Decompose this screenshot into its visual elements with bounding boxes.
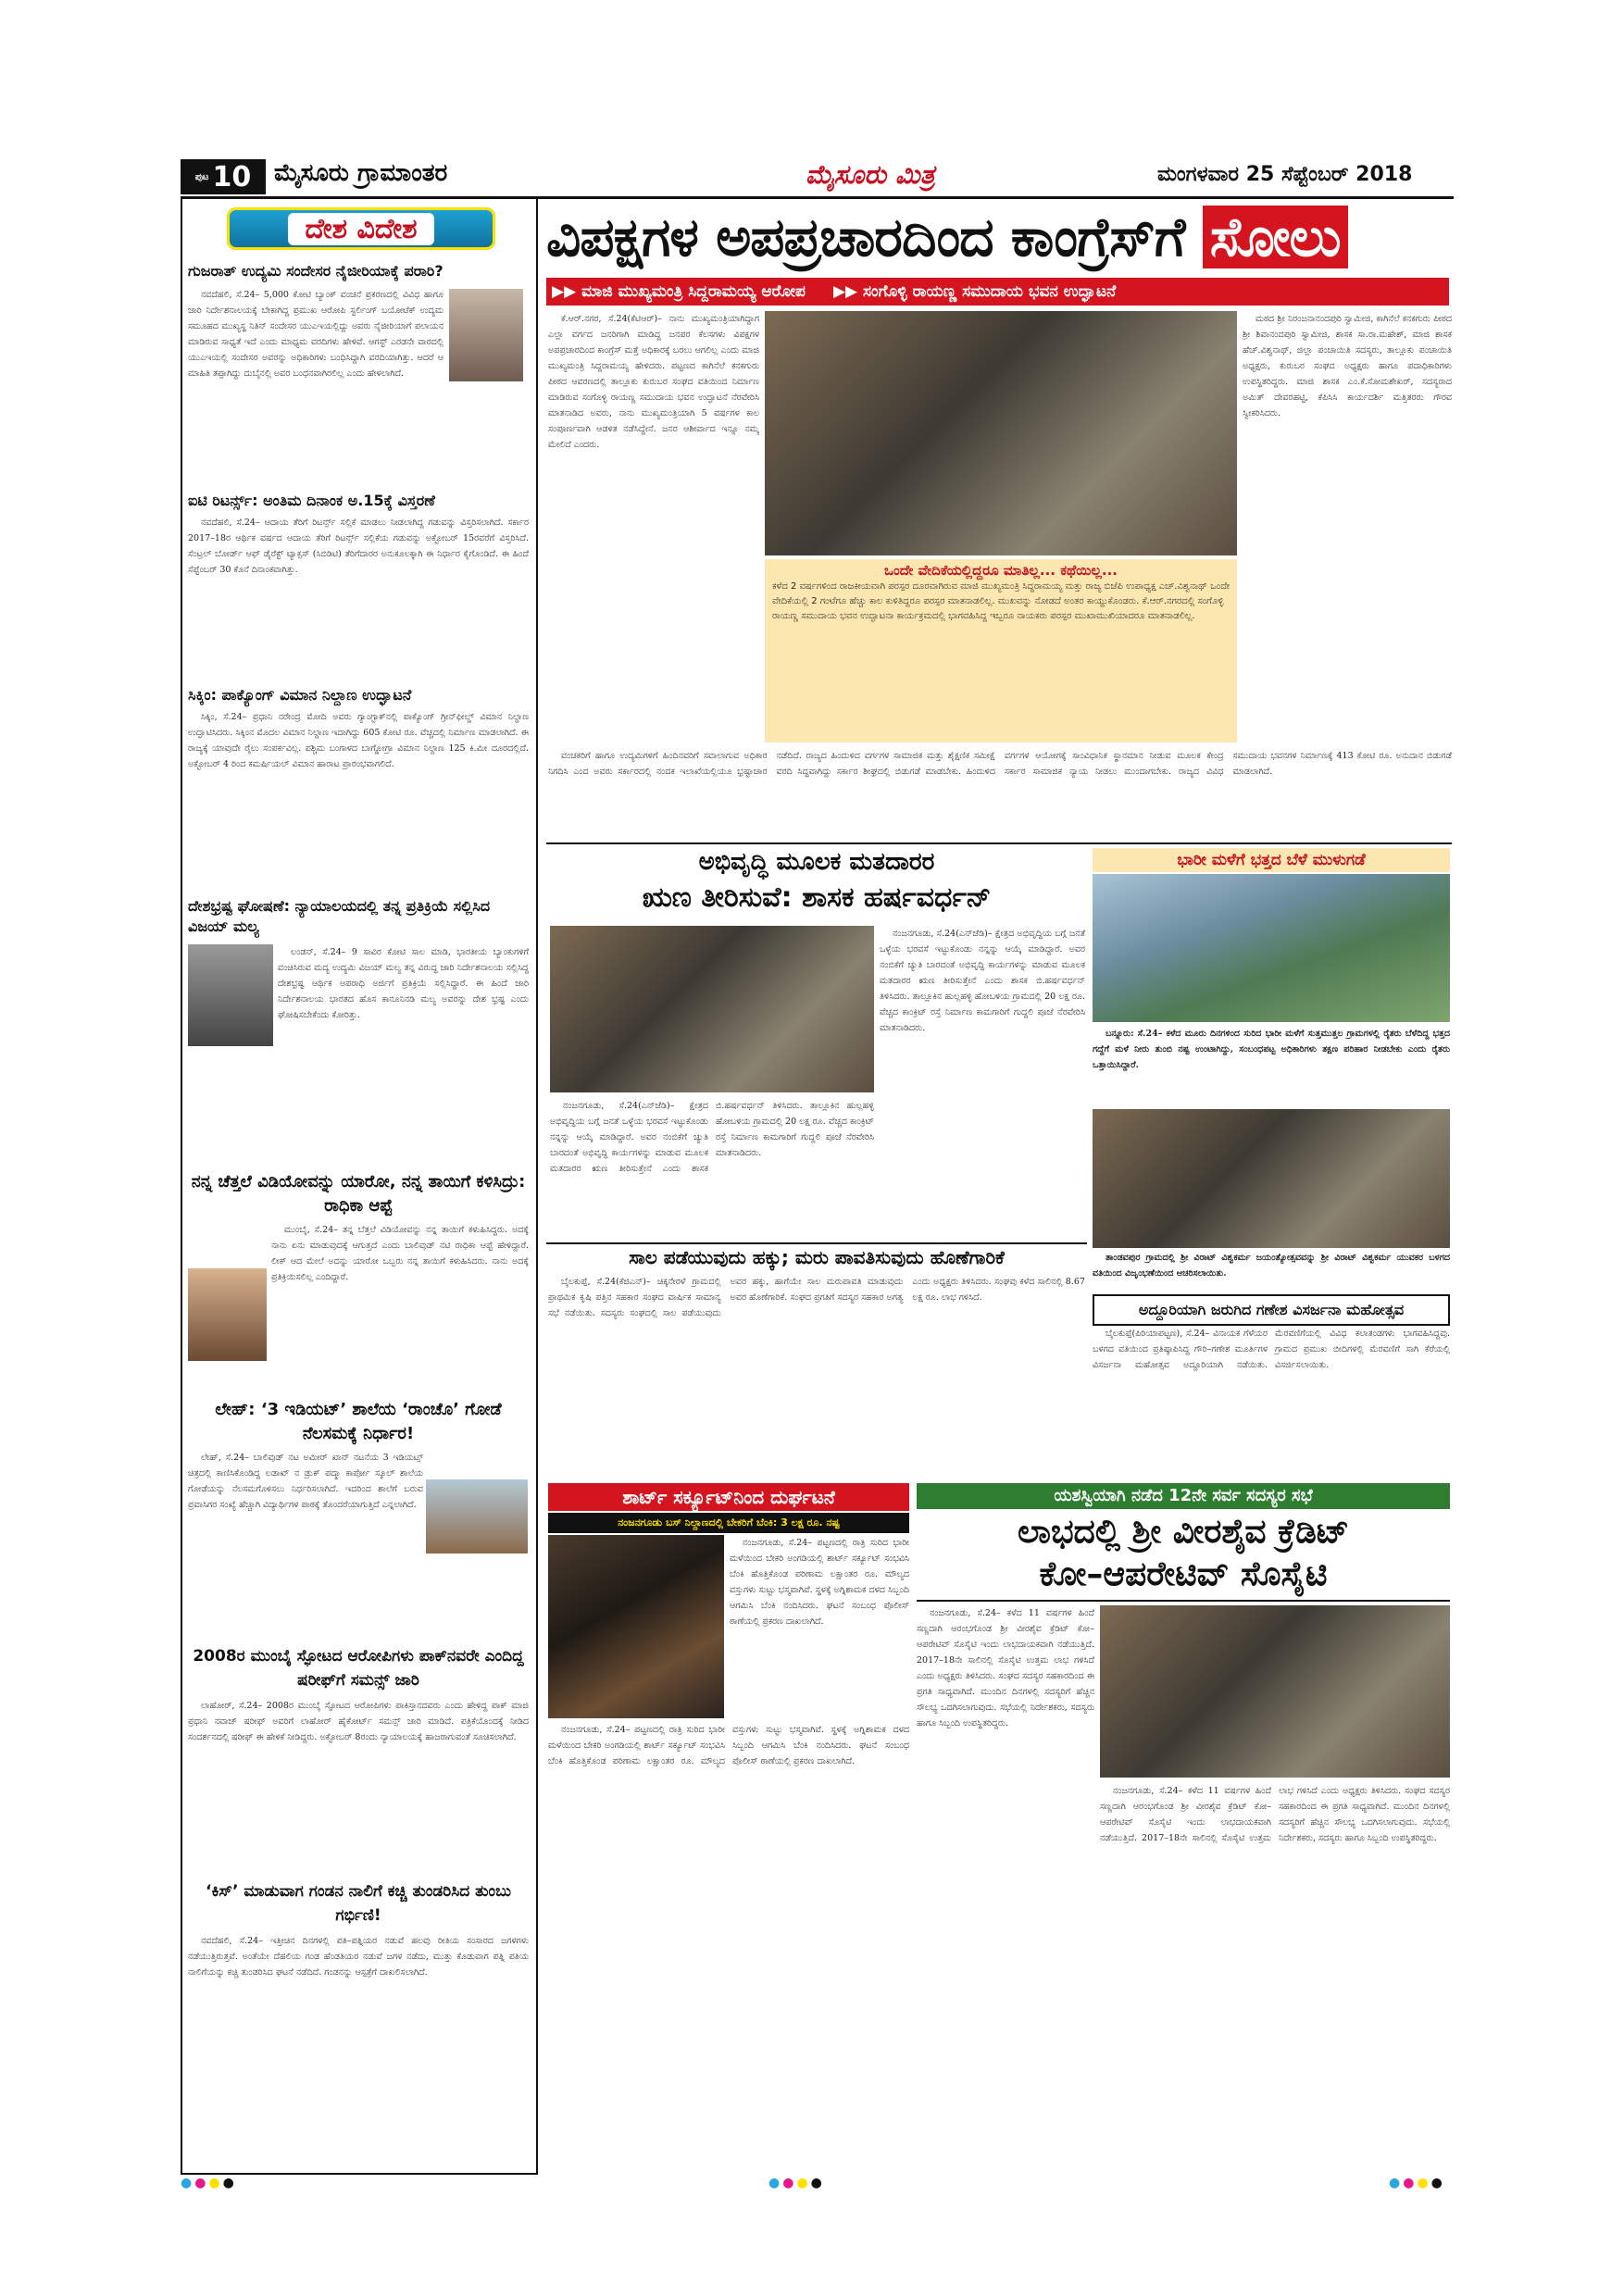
- page-number: [181, 159, 266, 194]
- registration-marks: ●●●●: [1389, 2176, 1445, 2190]
- article-text: ಲಂಡನ್, ಸೆ.24– 9 ಸಾವಿರ ಕೋಟಿ ಸಾಲ ಮಾಡಿ, ಭಾರತೀಯ ಬ್ಯಾಂಕುಗಳಿಗೆ ವಂಚಿಸಿರುವ ಮದ್ಯ ಉದ್ಯಮಿ ವಿಜಯ್ ಮಲ್ಯ ತನ್ನ ವಿರುದ್ಧ ಜಾರಿ ನಿರ್ದೇಶನಾಲಯ ಸಲ್ಲಿಸಿದ್ದ ದೇಶಭ್ರಷ್ಟ ಆರ್ಥಿಕ ಅಪರಾಧಿ ಅರ್ಜಿಗೆ ಪ್ರತಿಕ್ರಿಯೆ ಸಲ್ಲಿಸಿದ್ದಾರೆ. ಈ ಹಿಂದೆ ಜಾರಿ ನಿರ್ದೇಶನಾಲಯ ಭಾರತದ ಹೊಸ ಕಾನೂನಿನಡಿ ಮಲ್ಯ ಅವರನ್ನು ದೇಶ ಭ್ರಷ್ಟ ಎಂದು ಘೋಷಿಸಬೇಕೆಂದು ಕೋರಿತ್ತು.: [278, 947, 529, 1020]
- article-text: ಬೈಲಕುಪ್ಪೆ, ಸೆ.24(ಕೆಜಿಎನ್)– ಚಿಕ್ಕನೇರಳೆ ಗ್ರಾಮದಲ್ಲಿ ಪ್ರಾಥಮಿಕ ಕೃಷಿ ಪತ್ತಿನ ಸಹಕಾರ ಸಂಘದ ವಾರ್ಷಿಕ ಸಾಮಾನ್ಯ ಸಭೆ ನಡೆಯಿತು. ಸದಸ್ಯರು ಸಂಘದಲ್ಲಿ ಸಾಲ ಪಡೆಯುವುದು ಅವರ ಹಕ್ಕು, ಹಾಗೆಯೇ ಸಾಲ ಮರುಪಾವತಿ ಮಾಡುವುದು ಅವರ ಹೊಣೆಗಾರಿಕೆ. ಸಂಘದ ಪ್ರಗತಿಗೆ ಸದಸ್ಯರ ಸಹಕಾರ ಅಗತ್ಯ ಎಂದು ಅಧ್ಯಕ್ಷರು ತಿಳಿಸಿದರು. ಸಂಘವು ಕಳೆದ ಸಾಲಿನಲ್ಲಿ 8.67 ಲಕ್ಷ ರೂ. ಲಾಭ ಗಳಿಸಿದೆ.: [548, 1277, 1085, 1318]
- article-body: [188, 1698, 529, 1874]
- article-headline: ‘ಕಿಸ್’ ಮಾಡುವಾಗ ಗಂಡನ ನಾಲಿಗೆ ಕಚ್ಚಿ ತುಂಡರಿಸಿದ ತುಂಬು ಗರ್ಭಿಣಿ!: [206, 1882, 511, 1925]
- photo-caption-box: [765, 559, 1237, 742]
- article-headline: ಸಿಕ್ಕಿಂ: ಪಾಕ್ಯೊಂಗ್ ವಿಮಾನ ನಿಲ್ದಾಣ ಉದ್ಘಾಟನೆ: [188, 686, 412, 704]
- caption-text: ಬನ್ನೂರು: ಸೆ.24– ಕಳೆದ ಮೂರು ದಿನಗಳಿಂದ ಸುರಿದ ಭಾರೀ ಮಳೆಗೆ ಸುತ್ತಮುತ್ತಲ ಗ್ರಾಮಗಳಲ್ಲಿ ರೈತರು ಬೆಳೆದಿದ್ದ ಭತ್ತದ ಗದ್ದೆಗೆ ಮಳೆ ನೀರು ತುಂಬಿ ನಷ್ಟ ಉಂಟಾಗಿದ್ದು, ಸಂಬಂಧಪಟ್ಟ ಅಧಿಕಾರಿಗಳು ತಕ್ಷಣ ಪರಿಹಾರ ನೀಡಬೇಕು ಎಂದು ರೈತರು ಒತ್ತಾಯಿಸಿದ್ದಾರೆ.: [1093, 1029, 1450, 1070]
- article-body: [188, 515, 529, 678]
- article-text: ನವದೆಹಲಿ, ಸೆ.24– ಆದಾಯ ತೆರಿಗೆ ರಿಟರ್ನ್ಸ್ ಸಲ್ಲಿಕೆ ಮಾಡಲು ನೀಡಲಾಗಿದ್ದ ಗಡುವನ್ನು ವಿಸ್ತರಿಸಲಾಗಿದೆ. ಸರ್ಕಾರ 2017–18ರ ಆರ್ಥಿಕ ವರ್ಷದ ಆದಾಯ ತೆರಿಗೆ ರಿಟರ್ನ್ಸ್ ಸಲ್ಲಿಕೆಯ ಗಡುವನ್ನು ಅಕ್ಟೋಬರ್ 15ರವರೆಗೆ ವಿಸ್ತರಿಸಿದೆ. ಸೆಂಟ್ರಲ್ ಬೋರ್ಡ್ ಆಫ್ ಡೈರೆಕ್ಟ್ ಟ್ಯಾಕ್ಸಸ್ (ಸಿಬಿಡಿಟಿ) ತೆರಿಗೆದಾರರ ಅನುಕೂಲಕ್ಕಾಗಿ ಈ ನಿರ್ಧಾರ ಕೈಗೊಂಡಿದೆ. ಈ ಹಿಂದೆ ಸೆಪ್ಟೆಂಬರ್ 30 ಕೊನೆ ದಿನಾಂಕವಾಗಿತ್ತು.: [188, 518, 529, 575]
- page-label: ಪುಟ: [194, 171, 209, 182]
- news-photo: [188, 944, 273, 1046]
- article-text: ಕೆ.ಆರ್.ನಗರ, ಸೆ.24(ಕೆಟಿಆರ್)– ನಾನು ಮುಖ್ಯಮಂತ್ರಿಯಾಗಿದ್ದಾಗ ಎಲ್ಲಾ ವರ್ಗದ ಜನರಿಗಾಗಿ ಮಾಡಿದ್ದ ಜನಪರ ಕೆಲಸಗಳು ವಿಪಕ್ಷಗಳ ಅಪಪ್ರಚಾರದಿಂದ ಕಾಂಗ್ರೆಸ್ ಮತ್ತೆ ಅಧಿಕಾರಕ್ಕೆ ಬರಲು ಆಗಲಿಲ್ಲ ಎಂದು ಮಾಜಿ ಮುಖ್ಯಮಂತ್ರಿ ಸಿದ್ದರಾಮಯ್ಯ ಹೇಳಿದರು. ಪಟ್ಟಣದ ಕಾಗಿನೆಲೆ ಕನಕಗುರು ಪೀಠದ ಆವರಣದಲ್ಲಿ ತಾಲ್ಲೂಕು ಕುರುಬರ ಸಂಘದ ವತಿಯಿಂದ ನಿರ್ಮಾಣ ಮಾಡಿರುವ ಸಂಗೊಳ್ಳಿ ರಾಯಣ್ಣ ಸಮುದಾಯ ಭವನ ಉದ್ಘಾಟನೆ ನೆರವೇರಿಸಿ ಮಾತನಾಡಿದ ಅವರು, ನಾನು ಮುಖ್ಯಮಂತ್ರಿಯಾಗಿ 5 ವರ್ಷಗಳ ಕಾಲ ಸಂಪೂರ್ಣವಾಗಿ ಆಡಳಿತ ನಡೆಸಿದ್ದೇನೆ. ಜನರ ಆಶೀರ್ವಾದ ಇನ್ನೂ ನಮ್ಮ ಮೇಲಿದೆ ಎಂದರು.: [548, 314, 759, 450]
- article-headline: ಐಟಿ ರಿಟರ್ನ್ಸ್: ಅಂತಿಮ ದಿನಾಂಕ ಅ.15ಕ್ಕೆ ವಿಸ್ತರಣೆ: [188, 492, 435, 509]
- news-photo: [188, 1268, 267, 1361]
- article-body: [548, 1274, 1085, 1478]
- article-body: [188, 1933, 529, 2165]
- article-text: ವಂಚಕರಿಗೆ ಹಾಗೂ ಉದ್ಯಮಿಗಳಿಗೆ ಹಿಂದಿನವರಿಗೆ ಸವಾಲಾಗುವ ಅಧಿಕಾರ ನಿಗದಿಸಿ ಎಂದ ಅವರು ಸರ್ಕಾರದಲ್ಲಿ ನಂದಕ ಇಲಾಖೆಯಲ್ಲಿಯೂ ಭ್ರಷ್ಟಾಚಾರ ನಡೆದಿದೆ. ರಾಜ್ಯದ ಹಿಂದುಳಿದ ವರ್ಗಗಳ ಸಾಮಾಜಿಕ ಮತ್ತು ಶೈಕ್ಷಣಿಕ ಸಮೀಕ್ಷೆ ವರದಿ ಸಿದ್ಧವಾಗಿದ್ದು ಸರ್ಕಾರ ಶೀಘ್ರದಲ್ಲಿ ಬಿಡುಗಡೆ ಮಾಡಬೇಕು. ಹಿಂದುಳಿದ ವರ್ಗಗಳ ಆಯೋಗಕ್ಕೆ ಸಾಂವಿಧಾನಿಕ ಸ್ಥಾನಮಾನ ನೀಡುವ ಮೂಲಕ ಕೇಂದ್ರ ಸರ್ಕಾರ ಸಾಮಾಜಿಕ ನ್ಯಾಯ ನೀಡಲು ಮುಂದಾಗಬೇಕು. ರಾಜ್ಯದ ವಿವಿಧ ಸಮುದಾಯ ಭವನಗಳ ನಿರ್ಮಾಣಕ್ಕೆ 413 ಕೋಟಿ ರೂ. ಅನುದಾನ ಬಿಡುಗಡೆ ಮಾಡಲಾಗಿದೆ.: [548, 751, 1452, 777]
- section-title: ಮೈಸೂರು ಗ್ರಾಮಾಂತರ: [274, 159, 448, 187]
- event-photo: [550, 926, 874, 1092]
- coop-photo: [1100, 1605, 1450, 1778]
- article-headline: ಲೇಹ್: ‘3 ಇಡಿಯಟ್’ ಶಾಲೆಯ ‘ರಾಂಚೊ’ ಗೋಡೆ ನೆಲಸಮಕ್ಕೆ ನಿರ್ಧಾರ!: [215, 1400, 502, 1443]
- article-body: [880, 926, 1085, 1241]
- page-number-value: 10: [212, 160, 252, 193]
- story-headline: ಋಣ ತೀರಿಸುವೆ: ಶಾಸಕ ಹರ್ಷವರ್ಧನ್: [642, 881, 992, 914]
- article-text: ನಂಜನಗೂಡು, ಸೆ.24– ಕಳೆದ 11 ವರ್ಷಗಳ ಹಿಂದೆ ಸಣ್ಣದಾಗಿ ಆರಂಭಗೊಂಡ ಶ್ರೀ ವೀರಶೈವ ಕ್ರೆಡಿಟ್ ಕೋ–ಆಪರೇಟಿವ್ ಸೊಸೈಟಿ ಇಂದು ಲಾಭದಾಯಕವಾಗಿ ನಡೆಯುತ್ತಿದೆ. 2017–18ನೇ ಸಾಲಿನಲ್ಲಿ ಸೊಸೈಟಿ ಉತ್ತಮ ಲಾಭ ಗಳಿಸಿದೆ ಎಂದು ಅಧ್ಯಕ್ಷರು ತಿಳಿಸಿದರು. ಸಂಘದ ಸದಸ್ಯರ ಸಹಕಾರದಿಂದ ಈ ಪ್ರಗತಿ ಸಾಧ್ಯವಾಗಿದೆ. ಮುಂದಿನ ದಿನಗಳಲ್ಲಿ ಸದಸ್ಯರಿಗೆ ಹೆಚ್ಚಿನ ಸೌಲಭ್ಯ ಒದಗಿಸಲಾಗುವುದು. ಸಭೆಯಲ್ಲಿ ನಿರ್ದೇಶಕರು, ಸದಸ್ಯರು ಹಾಗೂ ಸಿಬ್ಬಂದಿ ಉಪಸ್ಥಿತರಿದ್ದರು.: [1100, 1786, 1450, 1843]
- section-banner-text: ದೇಶ ವಿದೇಶ: [288, 213, 433, 245]
- photo-caption: [1093, 1250, 1450, 1287]
- article-text: ಮಠದ ಶ್ರೀ ನಿರಂಜನಾನಂದಪುರಿ ಸ್ವಾಮೀಜಿ, ಕಾಗಿನೆಲೆ ಕನಕಗುರು ಪೀಠದ ಶ್ರೀ ಶಿವಾನಂದಪುರಿ ಸ್ವಾಮೀಜಿ, ಶಾಸಕ ಸಾ.ರಾ.ಮಹೇಶ್, ಮಾಜಿ ಶಾಸಕ ಹೆಚ್.ವಿಶ್ವನಾಥ್, ಜಿಲ್ಲಾ ಪಂಚಾಯಿತಿ ಸದಸ್ಯರು, ತಾಲ್ಲೂಕು ಪಂಚಾಯಿತಿ ಅಧ್ಯಕ್ಷರು, ಕುರುಬರ ಸಂಘದ ಅಧ್ಯಕ್ಷರು ಹಾಗೂ ಪದಾಧಿಕಾರಿಗಳು ಉಪಸ್ಥಿತರಿದ್ದರು. ಮಾಜಿ ಶಾಸಕ ಎಂ.ಕೆ.ಸೋಮಶೇಖರ್, ಸದಸ್ಯರಾದ ಅಮಿತ್ ದೇವರಹಟ್ಟಿ, ಕೆಪಿಸಿಸಿ ಕಾರ್ಯದರ್ಶಿ ಮತ್ತಿತರರು ಗೌರವ ಸ್ವೀಕರಿಸಿದರು.: [1243, 314, 1452, 418]
- article-body: [278, 944, 529, 1161]
- divider: [917, 1600, 1450, 1602]
- article-body: [550, 1098, 874, 1241]
- event-photo: [765, 311, 1237, 555]
- fire-headline: ಶಾರ್ಟ್ ಸರ್ಕ್ಯೂಟ್‌ನಿಂದ ದುರ್ಘಟನೆ: [548, 1483, 909, 1511]
- rain-headline: ಭಾರೀ ಮಳೆಗೆ ಭತ್ತದ ಬೆಳೆ ಮುಳುಗಡೆ: [1093, 848, 1450, 872]
- issue-date: ಮಂಗಳವಾರ 25 ಸೆಪ್ಟೆಂಬರ್ 2018: [1157, 163, 1413, 186]
- kicker-text: ಮಾಜಿ ಮುಖ್ಯಮಂತ್ರಿ ಸಿದ್ದರಾಮಯ್ಯ ಆರೋಪ: [581, 282, 806, 301]
- article-text: ನಂಜನಗೂಡು, ಸೆ.24– ಕಳೆದ 11 ವರ್ಷಗಳ ಹಿಂದೆ ಸಣ್ಣದಾಗಿ ಆರಂಭಗೊಂಡ ಶ್ರೀ ವೀರಶೈವ ಕ್ರೆಡಿಟ್ ಕೋ–ಆಪರೇಟಿವ್ ಸೊಸೈಟಿ ಇಂದು ಲಾಭದಾಯಕವಾಗಿ ನಡೆಯುತ್ತಿದೆ. 2017–18ನೇ ಸಾಲಿನಲ್ಲಿ ಸೊಸೈಟಿ ಉತ್ತಮ ಲಾಭ ಗಳಿಸಿದೆ ಎಂದು ಅಧ್ಯಕ್ಷರು ತಿಳಿಸಿದರು. ಸಂಘದ ಸದಸ್ಯರ ಸಹಕಾರದಿಂದ ಈ ಪ್ರಗತಿ ಸಾಧ್ಯವಾಗಿದೆ. ಮುಂದಿನ ದಿನಗಳಲ್ಲಿ ಸದಸ್ಯರಿಗೆ ಹೆಚ್ಚಿನ ಸೌಲಭ್ಯ ಒದಗಿಸಲಾಗುವುದು. ಸಭೆಯಲ್ಲಿ ನಿರ್ದೇಶಕರು, ಸದಸ್ಯರು ಹಾಗೂ ಸಿಬ್ಬಂದಿ ಉಪಸ್ಥಿತರಿದ್ದರು.: [917, 1608, 1094, 1728]
- caption-text: ತಾಂಡವಪುರ ಗ್ರಾಮದಲ್ಲಿ ಶ್ರೀ ವಿರಾಟ್ ವಿಶ್ವಕರ್ಮ ಜಯಂತ್ಯೋತ್ಸವವನ್ನು ಶ್ರೀ ವಿರಾಟ್ ವಿಶ್ವಕರ್ಮ ಯುವಕರ ಬಳಗದ ವತಿಯಿಂದ ವಿಜೃಂಭಣೆಯಿಂದ ಆಚರಿಸಲಾಯಿತು.: [1093, 1253, 1450, 1279]
- article-text: ಲೇಹ್, ಸೆ.24– ಬಾಲಿವುಡ್ ನಟ ಅಮೀರ್ ಖಾನ್ ನಟನೆಯ 3 ಇಡಿಯಟ್ಸ್ ಚಿತ್ರದಲ್ಲಿ ಕಾಣಿಸಿಕೊಂಡಿದ್ದ ಲಡಾಖ್ ನ ಡ್ರುಕ್ ಪದ್ಮಾ ಕಾರ್ಪೋ ಸ್ಕೂಲ್ ಶಾಲೆಯ ಗೋಡೆಯನ್ನು ನೆಲಸಮಗೊಳಿಸಲು ನಿರ್ಧರಿಸಲಾಗಿದೆ. ಇದರಿಂದ ಶಾಲೆಗೆ ಬರುವ ಪ್ರವಾಸಿಗರ ಸಂಖ್ಯೆ ಹೆಚ್ಚಾಗಿ ವಿದ್ಯಾರ್ಥಿಗಳ ಪಾಠಕ್ಕೆ ತೊಂದರೆಯಾಗುತ್ತಿದೆ ಎನ್ನಲಾಗಿದೆ.: [188, 1453, 423, 1510]
- story-headline: ಅದ್ದೂರಿಯಾಗಿ ಜರುಗಿದ ಗಣೇಶ ವಿಸರ್ಜನಾ ಮಹೋತ್ಸವ: [1093, 1294, 1450, 1326]
- article-text: ನವದೆಹಲಿ, ಸೆ.24– ಇತ್ತೀಚಿನ ದಿನಗಳಲ್ಲಿ ಪತಿ–ಪತ್ನಿಯರ ನಡುವೆ ಹಲವು ರೀತಿಯ ಸಂಸಾರದ ಜಗಳಗಳು ನಡೆಯುತ್ತಿರುತ್ತವೆ. ಅಂತೆಯೇ ದೆಹಲಿಯ ಗಂಡ ಹೆಂಡತಿಯರ ನಡುವೆ ಜಗಳ ನಡೆದು, ಮುತ್ತು ಕೊಡುವಾಗ ಪತ್ನಿ ಪತಿಯ ನಾಲಿಗೆಯನ್ನು ಕಚ್ಚಿ ತುಂಡರಿಸಿದ ಘಟನೆ ನಡೆದಿದೆ. ಗಂಡನನ್ನು ಆಸ್ಪತ್ರೆಗೆ ದಾಖಲಿಸಲಾಗಿದೆ.: [188, 1936, 529, 1978]
- main-headline: [546, 206, 1449, 272]
- divider: [546, 842, 1452, 844]
- fire-subhead: ನಂಜನಗೂಡು ಬಸ್ ನಿಲ್ದಾಣದಲ್ಲಿ ಬೇಕರಿಗೆ ಬೆಂಕಿ: 3 ಲಕ್ಷ ರೂ. ನಷ್ಟ: [548, 1513, 909, 1533]
- caption-title: ಒಂದೇ ವೇದಿಕೆಯಲ್ಲಿದ್ದರೂ ಮಾತಿಲ್ಲ... ಕಥೆಯಿಲ್ಲ...: [884, 562, 1118, 579]
- article-body: [1100, 1783, 1450, 2163]
- article-body: [917, 1605, 1094, 2161]
- article-body: [730, 1535, 909, 1718]
- story-headline: ಸಾಲ ಪಡೆಯುವುದು ಹಕ್ಕು; ಮರು ಪಾವತಿಸುವುದು ಹೊಣೆಗಾರಿಕೆ: [629, 1246, 1005, 1268]
- article-body: [548, 311, 759, 744]
- news-photo: [426, 1479, 528, 1554]
- photo-caption: [1093, 1026, 1450, 1105]
- article-text: ನಂಜನಗೂಡು, ಸೆ.24– ಪಟ್ಟಣದಲ್ಲಿ ರಾತ್ರಿ ಸುರಿದ ಭಾರೀ ಮಳೆಯಿಂದ ಬೇಕರಿ ಅಂಗಡಿಯಲ್ಲಿ ಶಾರ್ಟ್ ಸರ್ಕ್ಯೂಟ್ ಸಂಭವಿಸಿ ಬೆಂಕಿ ಹೊತ್ತಿಕೊಂಡ ಪರಿಣಾಮ ಲಕ್ಷಾಂತರ ರೂ. ಮೌಲ್ಯದ ವಸ್ತುಗಳು ಸುಟ್ಟು ಭಸ್ಮವಾಗಿವೆ. ಸ್ಥಳಕ್ಕೆ ಅಗ್ನಿಶಾಮಕ ದಳದ ಸಿಬ್ಬಂದಿ ಆಗಮಿಸಿ ಬೆಂಕಿ ನಂದಿಸಿದರು. ಘಟನೆ ಸಂಬಂಧ ಪೊಲೀಸ್ ಠಾಣೆಯಲ್ಲಿ ಪ್ರಕರಣ ದಾಖಲಾಗಿದೆ.: [548, 1725, 909, 1766]
- main-headline-highlight: ಸೋಲು: [1203, 206, 1348, 268]
- masthead-brand: ಮೈಸೂರು ಮಿತ್ರ: [806, 159, 935, 190]
- kicker-bar: [546, 278, 1449, 306]
- article-text: ನಂಜನಗೂಡು, ಸೆ.24(ಎನ್‌ಜೆಡಿ)– ಕ್ಷೇತ್ರದ ಅಭಿವೃದ್ಧಿಯ ಬಗ್ಗೆ ಜನತೆ ಒಳ್ಳೆಯ ಭರವಸೆ ಇಟ್ಟುಕೊಂಡು ನನ್ನನ್ನು ಆಯ್ಕೆ ಮಾಡಿದ್ದಾರೆ. ಅವರ ನಂಬಿಕೆಗೆ ಚ್ಯುತಿ ಬಾರದಂತೆ ಅಭಿವೃದ್ಧಿ ಕಾರ್ಯಗಳನ್ನು ಮಾಡುವ ಮೂಲಕ ಮತದಾರರ ಋಣ ತೀರಿಸುತ್ತೇನೆ ಎಂದು ಶಾಸಕ ಬಿ.ಹರ್ಷವರ್ಧನ್ ತಿಳಿಸಿದರು. ತಾಲ್ಲೂಕಿನ ಹುಲ್ಲಹಳ್ಳಿ ಹೋಬಳಿಯ ಗ್ರಾಮದಲ್ಲಿ 20 ಲಕ್ಷ ರೂ. ವೆಚ್ಚದ ಕಾಂಕ್ರಿಟ್ ರಸ್ತೆ ನಿರ್ಮಾಣ ಕಾಮಗಾರಿಗೆ ಗುದ್ದಲಿ ಪೂಜೆ ನೆರವೇರಿಸಿ ಮಾತನಾಡಿದರು.: [880, 929, 1085, 1033]
- article-headline: ದೇಶಭ್ರಷ್ಟ ಘೋಷಣೆ: ನ್ಯಾಯಾಲಯದಲ್ಲಿ ತನ್ನ ಪ್ರತಿಕ್ರಿಯೆ ಸಲ್ಲಿಸಿದ ವಿಜಯ್ ಮಲ್ಯ: [188, 897, 491, 935]
- article-text: ಲಾಹೋರ್, ಸೆ.24– 2008ರ ಮುಂಬೈ ಸ್ಫೋಟದ ಆರೋಪಿಗಳು ಪಾಕಿಸ್ತಾನದವರು ಎಂದು ಹೇಳಿದ್ದ ಪಾಕ್ ಮಾಜಿ ಪ್ರಧಾನಿ ನವಾಜ್ ಷರೀಫ್ ಅವರಿಗೆ ಲಾಹೋರ್ ಹೈಕೋರ್ಟ್ ಸಮನ್ಸ್ ಜಾರಿ ಮಾಡಿದೆ. ಪತ್ರಿಕೆಯೊಂದಕ್ಕೆ ನೀಡಿದ ಸಂದರ್ಶನದಲ್ಲಿ ಷರೀಫ್ ಈ ಹೇಳಿಕೆ ನೀಡಿದ್ದರು. ಅಕ್ಟೋಬರ್ 8ರಂದು ನ್ಯಾಯಾಲಯಕ್ಕೆ ಹಾಜರಾಗುವಂತೆ ಸೂಚಿಸಲಾಗಿದೆ.: [188, 1701, 529, 1742]
- article-headline: 2008ರ ಮುಂಬೈ ಸ್ಫೋಟದ ಆರೋಪಿಗಳು ಪಾಕ್‌ನವರೇ ಎಂದಿದ್ದ ಷರೀಫ್‌ಗೆ ಸಮನ್ಸ್ ಜಾರಿ: [193, 1647, 524, 1690]
- news-photo: [449, 289, 523, 381]
- coop-tag: ಯಶಸ್ವಿಯಾಗಿ ನಡೆದ 12ನೇ ಸರ್ವ ಸದಸ್ಯರ ಸಭೆ: [917, 1483, 1450, 1509]
- article-body: [548, 748, 1452, 841]
- article-body: [548, 1722, 909, 2166]
- article-headline: ಗುಜರಾತ್ ಉದ್ಯಮಿ ಸಂದೇಸರ ನೈಜೀರಿಯಾಕ್ಕೆ ಪರಾರಿ?: [188, 262, 443, 280]
- section-banner: [227, 207, 495, 250]
- flood-photo: [1093, 874, 1450, 1022]
- article-text: ಸಿಕ್ಕಿಂ, ಸೆ.24– ಪ್ರಧಾನಿ ನರೇಂದ್ರ ಮೋದಿ ಅವರು ಗ್ಯಾಂಗ್ಟಾಕ್‌ನಲ್ಲಿ ಪಾಕ್ಯೊಂಗ್ ಗ್ರೀನ್‌ಫೀಲ್ಡ್ ವಿಮಾನ ನಿಲ್ದಾಣ ಉದ್ಘಾಟಿಸಿದರು. ಸಿಕ್ಕಿಂನ ಮೊದಲ ವಿಮಾನ ನಿಲ್ದಾಣ ಇದಾಗಿದ್ದು 605 ಕೋಟಿ ರೂ. ವೆಚ್ಚದಲ್ಲಿ ನಿರ್ಮಾಣ ಮಾಡಲಾಗಿದೆ. ಈ ರಾಜ್ಯಕ್ಕೆ ಯಾವುದೇ ರೈಲು ಸಂಪರ್ಕವಿಲ್ಲ. ಪಶ್ಚಿಮ ಬಂಗಾಳದ ಬಾಗ್ಡೋಗ್ರಾ ವಿಮಾನ ನಿಲ್ದಾಣ 125 ಕಿ.ಮೀ ದೂರದಲ್ಲಿದೆ. ಅಕ್ಟೋಬರ್ 4 ರಿಂದ ಕಮರ್ಷಿಯಲ್ ವಿಮಾನ ಹಾರಾಟ ಪ್ರಾರಂಭವಾಗಲಿದೆ.: [188, 712, 529, 769]
- article-text: ನಂಜನಗೂಡು, ಸೆ.24(ಎನ್‌ಜೆಡಿ)– ಕ್ಷೇತ್ರದ ಅಭಿವೃದ್ಧಿಯ ಬಗ್ಗೆ ಜನತೆ ಒಳ್ಳೆಯ ಭರವಸೆ ಇಟ್ಟುಕೊಂಡು ನನ್ನನ್ನು ಆಯ್ಕೆ ಮಾಡಿದ್ದಾರೆ. ಅವರ ನಂಬಿಕೆಗೆ ಚ್ಯುತಿ ಬಾರದಂತೆ ಅಭಿವೃದ್ಧಿ ಕಾರ್ಯಗಳನ್ನು ಮಾಡುವ ಮೂಲಕ ಮತದಾರರ ಋಣ ತೀರಿಸುತ್ತೇನೆ ಎಂದು ಶಾಸಕ ಬಿ.ಹರ್ಷವರ್ಧನ್ ತಿಳಿಸಿದರು. ತಾಲ್ಲೂಕಿನ ಹುಲ್ಲಹಳ್ಳಿ ಹೋಬಳಿಯ ಗ್ರಾಮದಲ್ಲಿ 20 ಲಕ್ಷ ರೂ. ವೆಚ್ಚದ ಕಾಂಕ್ರಿಟ್ ರಸ್ತೆ ನಿರ್ಮಾಣ ಕಾಮಗಾರಿಗೆ ಗುದ್ದಲಿ ಪೂಜೆ ನೆರವೇರಿಸಿ ಮಾತನಾಡಿದರು.: [550, 1101, 874, 1174]
- article-body: [1093, 1326, 1450, 1478]
- article-body: [1243, 311, 1452, 744]
- article-body: [271, 1222, 529, 1392]
- article-body: [188, 287, 443, 481]
- kicker-item: ▶▶ ಮಾಜಿ ಮುಖ್ಯಮಂತ್ರಿ ಸಿದ್ದರಾಮಯ್ಯ ಆರೋಪ: [552, 282, 806, 301]
- fire-photo: [548, 1535, 724, 1718]
- kicker-item: ▶▶ ಸಂಗೊಳ್ಳಿ ರಾಯಣ್ಣ ಸಮುದಾಯ ಭವನ ಉದ್ಘಾಟನೆ: [832, 282, 1117, 301]
- group-photo: [1093, 1109, 1450, 1248]
- coop-headline: ಲಾಭದಲ್ಲಿ ಶ್ರೀ ವೀರಶೈವ ಕ್ರೆಡಿಟ್: [1017, 1513, 1350, 1551]
- article-text: ನವದೆಹಲಿ, ಸೆ.24– 5,000 ಕೋಟಿ ಬ್ಯಾಂಕ್ ವಂಚನೆ ಪ್ರಕರಣದಲ್ಲಿ ವಿವಿಧ ಹಾಗೂ ಜಾರಿ ನಿರ್ದೇಶನಾಲಯಕ್ಕೆ ಬೇಕಾಗಿದ್ದ ಪ್ರಮುಖ ಆರೋಪಿ ಸ್ಟರ್ಲಿಂಗ್ ಬಯೋಟೆಕ್ ಉದ್ಯಮ ಸಮೂಹದ ಮುಖ್ಯಸ್ಥ ನಿತಿನ್ ಸಂದೇಸರ ಯುಎಇಯಲ್ಲಿದ್ದು ಅವರು ನೈಜೀರಿಯಾಗೆ ಪಲಾಯನ ಮಾಡಿರುವ ಸಾಧ್ಯತೆ ಇದೆ ಎಂದು ಮಾಧ್ಯಮ ವರದಿಗಳು ಹೇಳಿವೆ. ಆಗಸ್ಟ್ ಎರಡನೇ ವಾರದಲ್ಲಿ ಯುಎಇಯಲ್ಲಿ ಸಂದೇಸರ ಅವರನ್ನು ಅಧಿಕಾರಿಗಳು ಬಂಧಿಸಿದ್ದಾಗಿ ವರದಿಯಾಗಿತ್ತು. ಆದರೆ ಆ ಮಾಹಿತಿ ತಪ್ಪಾಗಿದ್ದು ದುಬೈನಲ್ಲಿ ಅವರ ಬಂಧನವಾಗಿರಲಿಲ್ಲ ಎಂದು ಹೇಳಲಾಗಿದೆ.: [188, 290, 443, 379]
- article-text: ಮುಂಬೈ, ಸೆ.24– ತನ್ನ ಬೆತ್ತಲೆ ವಿಡಿಯೋವನ್ನು ನನ್ನ ತಾಯಿಗೆ ಕಳುಹಿಸಿದ್ದರು. ಅದಕ್ಕೆ ನಾನು ಏನು ಮಾಡುವುದಕ್ಕೆ ಆಗುತ್ತದೆ ಎಂದು ಬಾಲಿವುಡ್ ನಟಿ ರಾಧಿಕಾ ಆಪ್ಟೆ ಹೇಳಿದ್ದಾರೆ. ಲೀಕ್ ಆದ ಮೇಲೆ ಅದನ್ನು ಯಾರೋ ಒಬ್ಬರು ನನ್ನ ತಾಯಿಗೆ ಕಳುಹಿಸಿದರು. ನಾನು ಅದಕ್ಕೆ ಪ್ರತಿಕ್ರಿಯಿಸಲಿಲ್ಲ ಎಂದಿದ್ದಾರೆ.: [271, 1225, 529, 1282]
- article-body: [188, 1450, 423, 1639]
- coop-headline: ಕೋ–ಆಪರೇಟಿವ್ ಸೊಸೈಟಿ: [1039, 1555, 1328, 1593]
- registration-marks: ●●●●: [768, 2176, 825, 2190]
- main-headline-text: ವಿಪಕ್ಷಗಳ ಅಪಪ್ರಚಾರದಿಂದ ಕಾಂಗ್ರೆಸ್‌ಗೆ: [546, 206, 1185, 268]
- article-headline: ನನ್ನ ಚೆತ್ತಲೆ ವಿಡಿಯೋವನ್ನು ಯಾರೋ, ನನ್ನ ತಾಯಿಗೆ ಕಳಿಸಿದ್ರು: ರಾಧಿಕಾ ಆಪ್ಟೆ: [191, 1172, 526, 1216]
- kicker-text: ಸಂಗೊಳ್ಳಿ ರಾಯಣ್ಣ ಸಮುದಾಯ ಭವನ ಉದ್ಘಾಟನೆ: [863, 282, 1117, 301]
- article-body: [188, 709, 529, 891]
- divider: [546, 1242, 1087, 1244]
- article-text: ಬೈಲಕುಪ್ಪೆ(ಪಿರಿಯಾಪಟ್ಟಣ), ಸೆ.24– ವಿನಾಯಕ ಗೆಳೆಯರ ಬಳಗದ ವತಿಯಿಂದ ಪ್ರತಿಷ್ಠಾಪಿಸಿದ್ದ ಗೌರಿ–ಗಣೇಶ ಮೂರ್ತಿಗಳ ವಿಸರ್ಜನಾ ಮಹೋತ್ಸವ ಅದ್ದೂರಿಯಾಗಿ ನಡೆಯಿತು. ಮೆರವಣಿಗೆಯಲ್ಲಿ ವಿವಿಧ ಕಲಾತಂಡಗಳು ಭಾಗವಹಿಸಿದ್ದವು. ಗ್ರಾಮದ ಪ್ರಮುಖ ಬೀದಿಗಳಲ್ಲಿ ಮೆರವಣಿಗೆ ಸಾಗಿ ಕೆರೆಯಲ್ಲಿ ವಿಸರ್ಜಿಸಲಾಯಿತು.: [1093, 1329, 1450, 1370]
- article-text: ನಂಜನಗೂಡು, ಸೆ.24– ಪಟ್ಟಣದಲ್ಲಿ ರಾತ್ರಿ ಸುರಿದ ಭಾರೀ ಮಳೆಯಿಂದ ಬೇಕರಿ ಅಂಗಡಿಯಲ್ಲಿ ಶಾರ್ಟ್ ಸರ್ಕ್ಯೂಟ್ ಸಂಭವಿಸಿ ಬೆಂಕಿ ಹೊತ್ತಿಕೊಂಡ ಪರಿಣಾಮ ಲಕ್ಷಾಂತರ ರೂ. ಮೌಲ್ಯದ ವಸ್ತುಗಳು ಸುಟ್ಟು ಭಸ್ಮವಾಗಿವೆ. ಸ್ಥಳಕ್ಕೆ ಅಗ್ನಿಶಾಮಕ ದಳದ ಸಿಬ್ಬಂದಿ ಆಗಮಿಸಿ ಬೆಂಕಿ ನಂದಿಸಿದರು. ಘಟನೆ ಸಂಬಂಧ ಪೊಲೀಸ್ ಠಾಣೆಯಲ್ಲಿ ಪ್ರಕರಣ ದಾಖಲಾಗಿದೆ.: [730, 1538, 909, 1627]
- caption-text: ಕಳೆದ 2 ವರ್ಷಗಳಿಂದ ರಾಜಕೀಯವಾಗಿ ಪರಸ್ಪರ ದೂರವಾಗಿರುವ ಮಾಜಿ ಮುಖ್ಯಮಂತ್ರಿ ಸಿದ್ದರಾಮಯ್ಯ ಮತ್ತು ರಾಜ್ಯ ಬಿಜೆಪಿ ಉಪಾಧ್ಯಕ್ಷ ಎಚ್.ವಿಶ್ವನಾಥ್ ಒಂದೇ ವೇದಿಕೆಯಲ್ಲಿ 2 ಗಂಟೆಗೂ ಹೆಚ್ಚು ಕಾಲ ಕುಳಿತಿದ್ದರೂ ಪರಸ್ಪರ ಮಾತನಾಡಲಿಲ್ಲ. ಮುಖವನ್ನು ನೋಡದೆ ಅಂತರ ಕಾಯ್ದುಕೊಂಡರು. ಕೆ.ಆರ್.ನಗರದಲ್ಲಿ ಸಂಗೊಳ್ಳಿ ರಾಯಣ್ಣ ಸಮುದಾಯ ಭವನ ಉದ್ಘಾಟನಾ ಕಾರ್ಯಕ್ರಮದಲ್ಲಿ ಭಾಗವಹಿಸಿದ್ದ ಇಬ್ಬರೂ ನಾಯಕರು ಪರಸ್ಪರ ಮುಖಾಮುಖಿಯಾದರೂ ಮಾತನಾಡಲಿಲ್ಲ.: [772, 581, 1230, 621]
- story-kicker: ಅಭಿವೃದ್ಧಿ ಮೂಲಕ ಮತದಾರರ: [698, 848, 935, 876]
- registration-marks: ●●●●: [181, 2176, 237, 2190]
